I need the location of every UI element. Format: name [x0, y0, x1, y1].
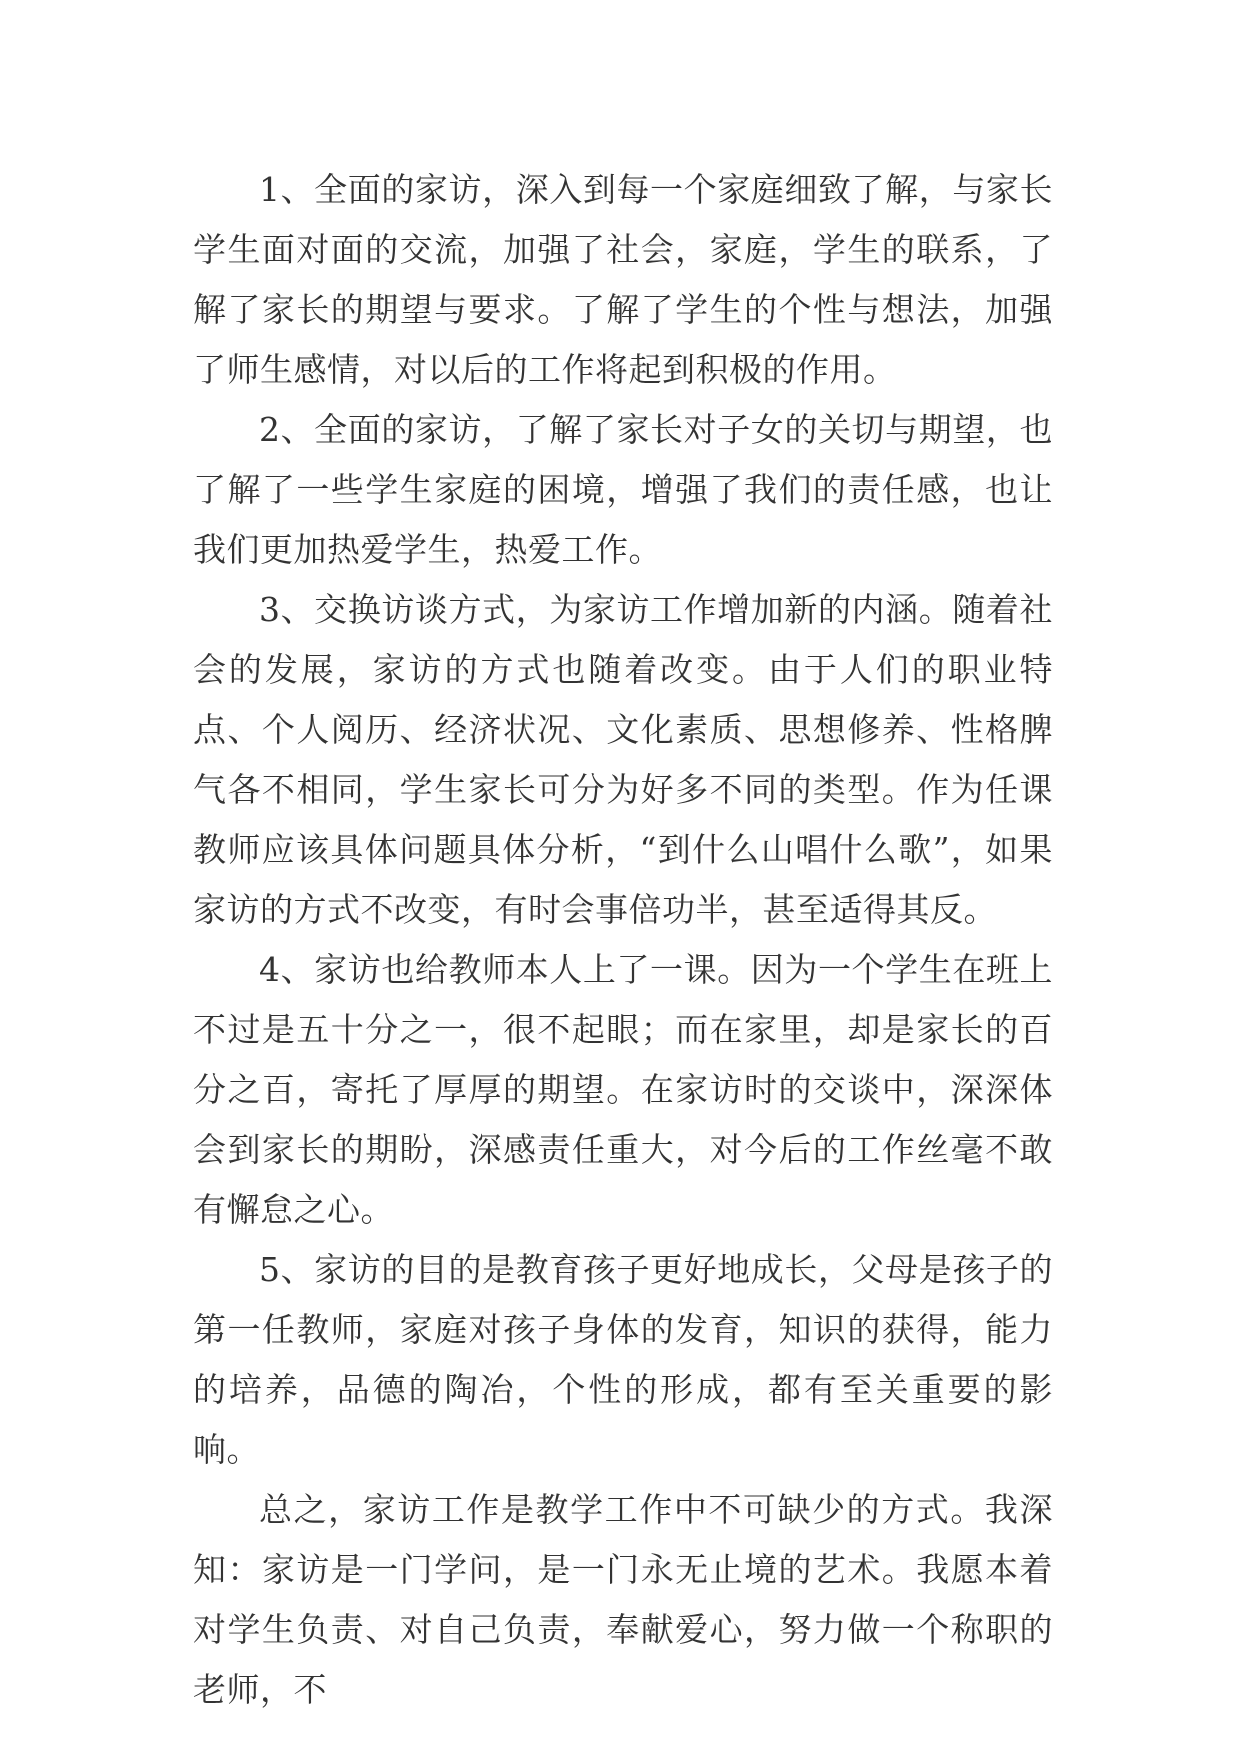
paragraph-2: 2、全面的家访，了解了家长对子女的关切与期望，也了解了一些学生家庭的困境，增强了我们的责任感，也让我们更加热爱学生，热爱工作。 — [193, 410, 1053, 569]
paragraph-5: 5、家访的目的是教育孩子更好地成长，父母是孩子的第一任教师，家庭对孩子身体的发育，知识的获得，能力的培养，品德的陶冶，个性的形成，都有至关重要的影响。 — [193, 1250, 1053, 1469]
document-body — [193, 160, 1053, 1720]
paragraph-3: 3、交换访谈方式，为家访工作增加新的内涵。随着社会的发展，家访的方式也随着改变。由于人们的职业特点、个人阅历、经济状况、文化素质、思想修养、性格脾气各不相同，学生家长可分为好多不同的类型。作为任课教师应该具体问题具体分析，“到什么山唱什么歌”，如果家访的方式不改变，有时会事倍功半，甚至适得其反。 — [193, 590, 1053, 929]
paragraph-conclusion: 总之，家访工作是教学工作中不可缺少的方式。我深知：家访是一门学问，是一门永无止境的艺术。我愿本着对学生负责、对自己负责，奉献爱心，努力做一个称职的老师，不 — [193, 1490, 1053, 1709]
paragraph-1: 1、全面的家访，深入到每一个家庭细致了解，与家长学生面对面的交流，加强了社会，家庭，学生的联系，了解了家长的期望与要求。了解了学生的个性与想法，加强了师生感情，对以后的工作将起到积极的作用。 — [193, 170, 1053, 389]
paragraph-4: 4、家访也给教师本人上了一课。因为一个学生在班上不过是五十分之一，很不起眼；而在家里，却是家长的百分之百，寄托了厚厚的期望。在家访时的交谈中，深深体会到家长的期盼，深感责任重大，对今后的工作丝毫不敢有懈怠之心。 — [193, 950, 1053, 1229]
